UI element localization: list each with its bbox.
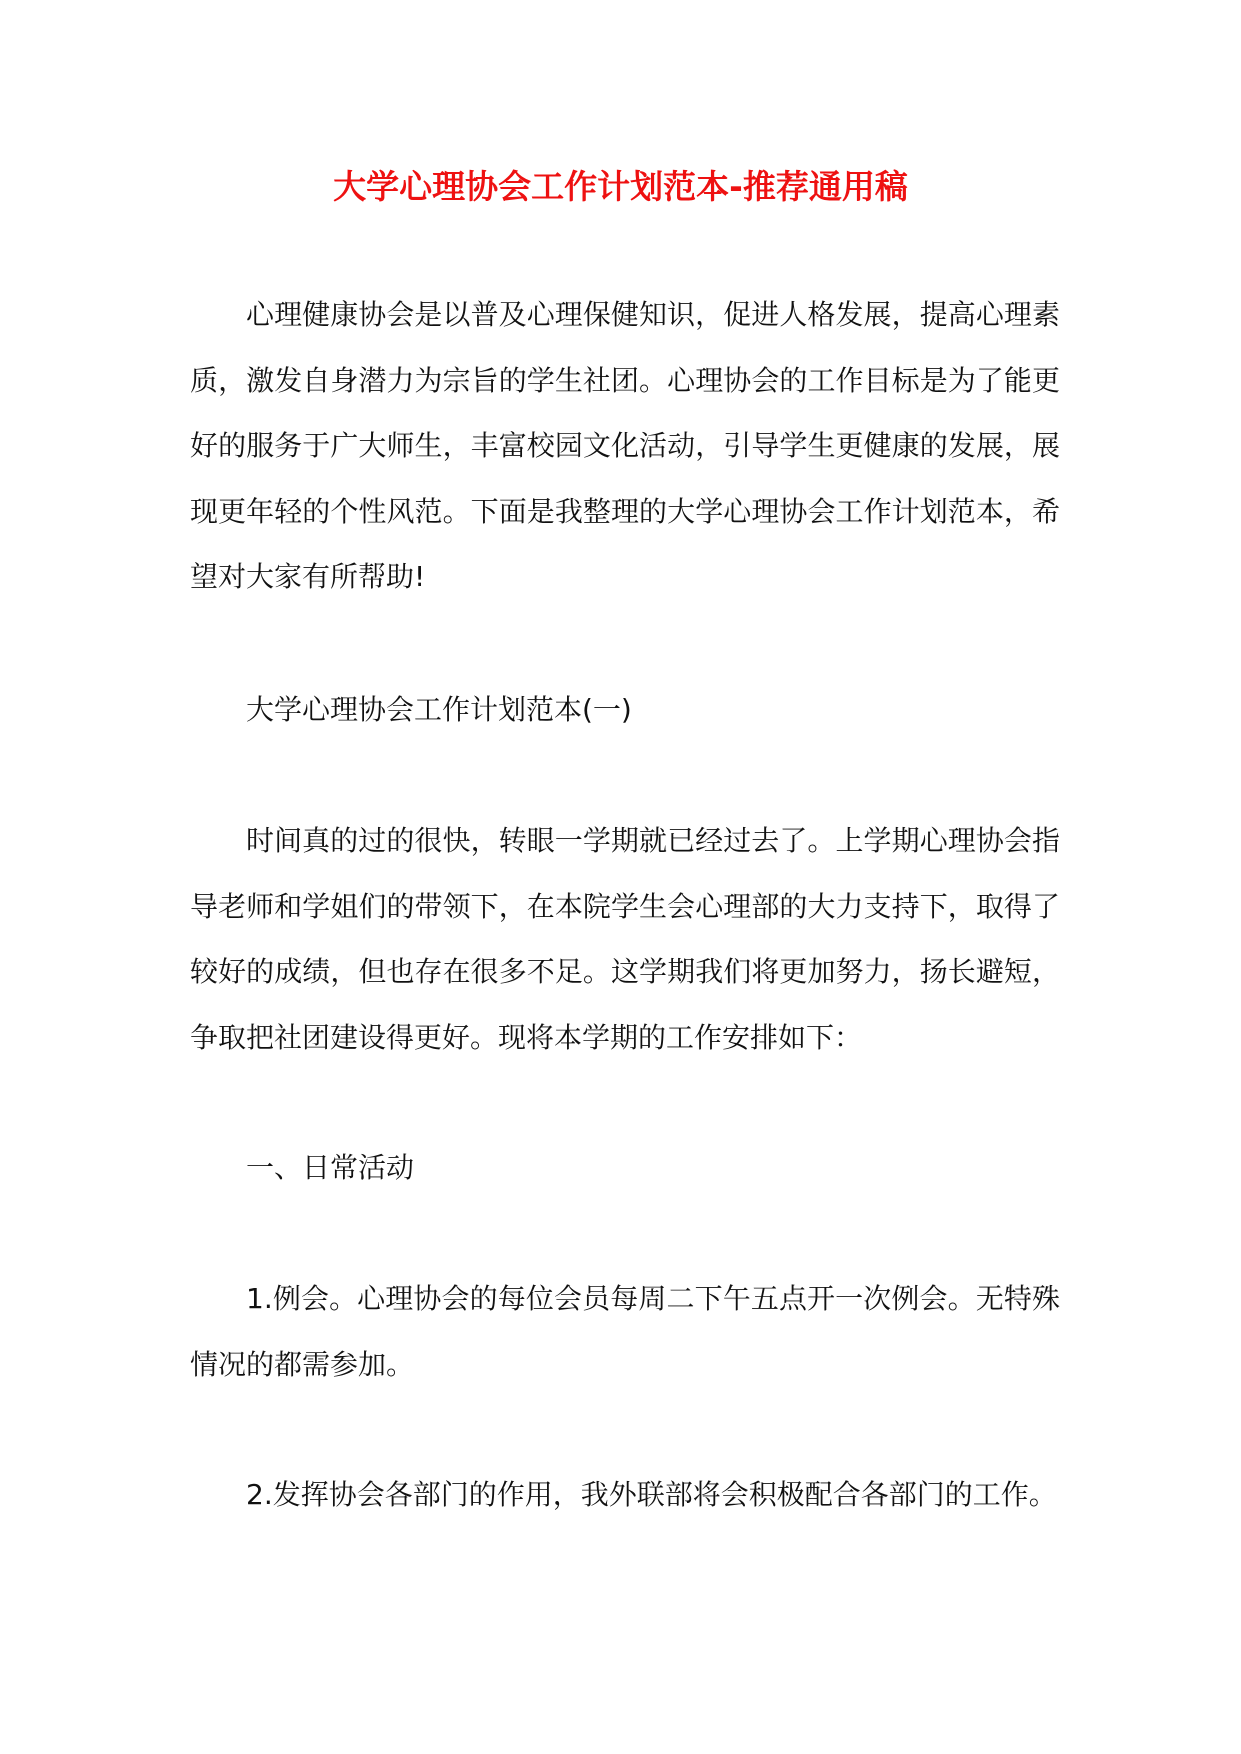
body-paragraph: 时间真的过的很快，转眼一学期就已经过去了。上学期心理协会指导老师和学姐们的带领下，在本院学生会心理部的大力支持下，取得了较好的成绩，但也存在很多不足。这学期我们将更加努力，扬长避短，争取把社团建设得更好。现将本学期的工作安排如下： <box>190 824 1060 1054</box>
document-title: 大学心理协会工作计划范本-推荐通用稿 <box>333 167 908 206</box>
section-heading: 一、日常活动 <box>246 1151 415 1184</box>
list-item: 2.发挥协会各部门的作用，我外联部将会积极配合各部门的工作。 <box>246 1478 1057 1511</box>
subheading: 大学心理协会工作计划范本(一) <box>246 693 632 726</box>
list-item: 1.例会。心理协会的每位会员每周二下午五点开一次例会。无特殊情况的都需参加。 <box>190 1282 1060 1381</box>
intro-paragraph: 心理健康协会是以普及心理保健知识，促进人格发展，提高心理素质，激发自身潜力为宗旨的学生社团。心理协会的工作目标是为了能更好的服务于广大师生，丰富校园文化活动，引导学生更健康的发展，展现更年轻的个性风范。下面是我整理的大学心理协会工作计划范本，希望对大家有所帮助! <box>190 298 1060 593</box>
